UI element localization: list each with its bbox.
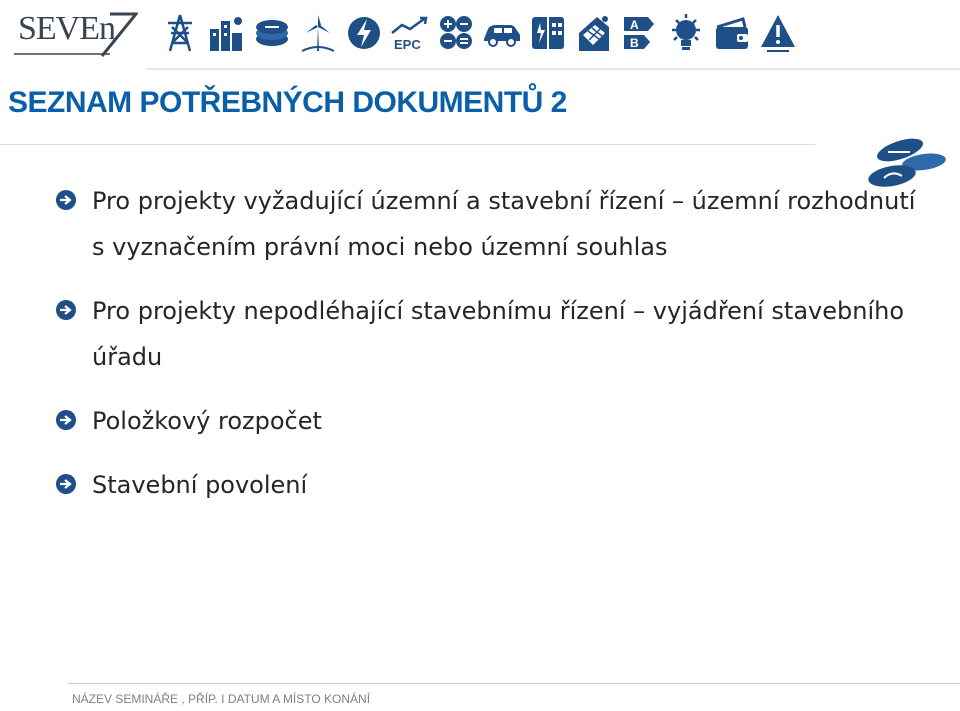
header-divider [146, 68, 960, 70]
list-item [56, 178, 916, 270]
warning-icon [758, 13, 798, 53]
footer-text: NÁZEV SEMINÁŘE , PŘÍP. I DATUM A MÍSTO KONÁNÍ [72, 692, 371, 706]
list-item-text: Pro projekty vyžadující územní a stavební řízení – územní rozhodnutí s vyznačením právní moci nebo územní souhlas [92, 187, 916, 261]
arrow-right-circle-icon [56, 474, 76, 494]
arrow-right-circle-icon [56, 410, 76, 430]
solar-house-icon [574, 13, 614, 53]
car-icon [482, 13, 522, 53]
topic-icon-bar [160, 8, 880, 58]
document-list [56, 178, 916, 526]
arrow-right-circle-icon [56, 300, 76, 320]
coin-icon [252, 13, 292, 53]
list-item-text: Položkový rozpočet [92, 407, 322, 435]
epc-label: EPC [394, 37, 421, 52]
list-item [56, 288, 916, 380]
wind-turbine-icon [298, 13, 338, 53]
title-divider [0, 144, 815, 145]
list-item [56, 462, 916, 508]
footer-divider [68, 683, 960, 684]
wallet-icon [712, 13, 752, 53]
energy-label-icon [620, 13, 660, 53]
logo-text: SEVEn [18, 10, 115, 47]
city-icon [206, 13, 246, 53]
list-item-text: Pro projekty nepodléhající stavebnímu řízení – vyjádření stavebního úřadu [92, 297, 905, 371]
logo-seven-mark [14, 6, 138, 58]
arrow-right-circle-icon [56, 190, 76, 210]
label-b: B [630, 36, 639, 50]
seven-logo [14, 6, 138, 58]
list-item [56, 398, 916, 444]
lightning-icon [344, 13, 384, 53]
epc-chart-icon [390, 13, 430, 53]
label-a: A [630, 18, 639, 32]
building-icon [528, 13, 568, 53]
pylon-icon [160, 13, 200, 53]
list-item-text: Stavební povolení [92, 471, 308, 499]
slide-title: SEZNAM POTŘEBNÝCH DOKUMENTŮ 2 [8, 86, 567, 119]
light-bulb-icon [666, 13, 706, 53]
calculator-icon [436, 13, 476, 53]
